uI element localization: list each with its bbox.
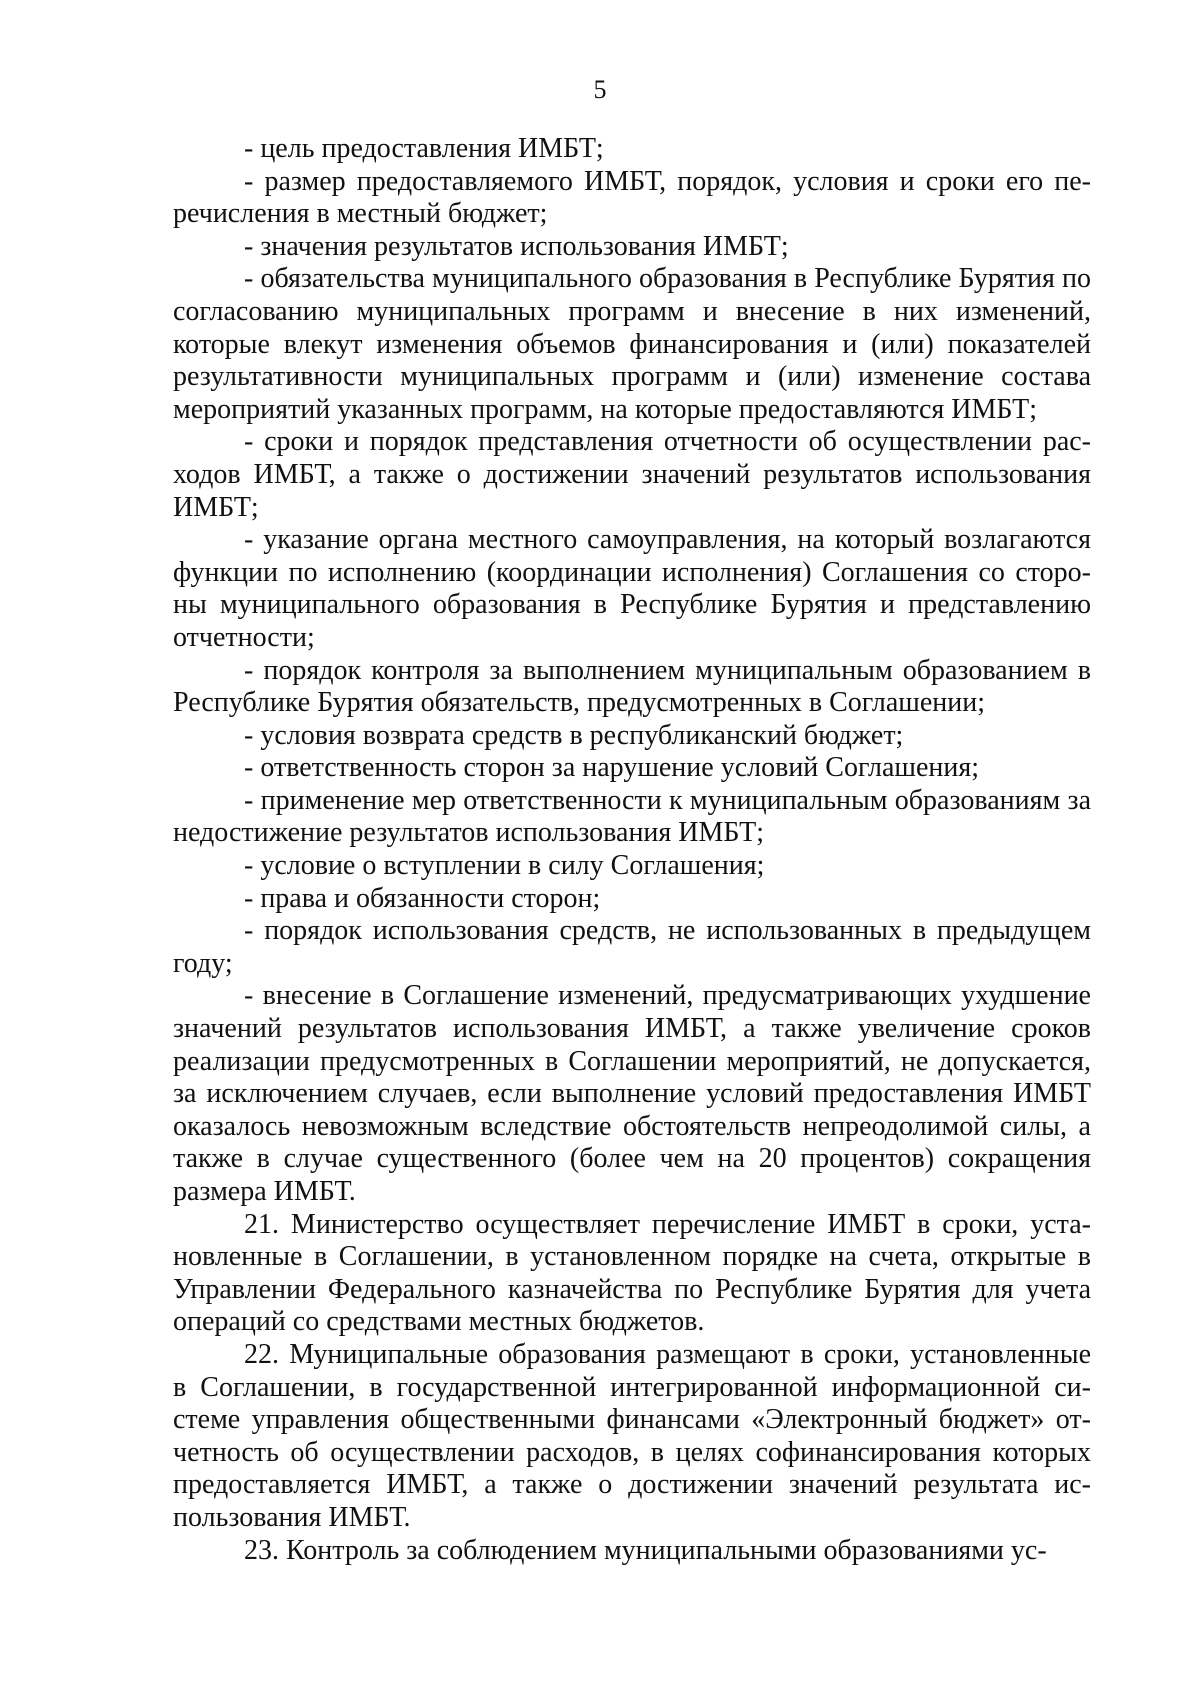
paragraph: - указание органа местного самоуправления, на который возлагаются функции по исполнению (координации исполнения) Соглашения со стороны муниципального образования в Республике Бурятия и представлению отчетности;: [173, 524, 1091, 653]
paragraph: - значения результатов использования ИМБТ;: [244, 230, 789, 262]
paragraph: - порядок контроля за выполнением муниципальным образованием в Республике Бурятия обязательств, предусмотренных в Соглашении;: [173, 654, 1091, 719]
paragraph: - цель предоставления ИМБТ;: [244, 133, 604, 164]
paragraph: - права и обязанности сторон;: [244, 882, 601, 914]
paragraph: - размер предоставляемого ИМБТ, порядок, условия и сроки его перечисления в местный бюджет;: [173, 165, 1091, 230]
paragraph: - обязательства муниципального образования в Республике Бурятия по согласованию муниципальных программ и внесение в них изменений, которые влекут изменения объемов финансирования и (или) показателей результативности муниципальных программ и (или) изменение состава мероприятий указанных программ, на которые предоставляются ИМБТ;: [173, 263, 1091, 425]
paragraph: - ответственность сторон за нарушение условий Соглашения;: [244, 752, 980, 784]
document-body: [173, 133, 1091, 1567]
paragraph: - применение мер ответственности к муниципальным образованиям за недостижение результатов использования ИМБТ;: [173, 784, 1091, 849]
page-number: 5: [593, 75, 607, 104]
paragraph: - внесение в Соглашение изменений, предусматривающих ухудшение значений результатов использования ИМБТ, а также увеличение сроков реализации предусмотренных в Соглашении мероприятий, не допускается, за исключением случаев, если выполнение условий предоставления ИМБТ оказалось невозможным вследствие обстоятельств непреодолимой силы, а также в случае существенного (более чем на 20 процентов) сокращения размера ИМБТ.: [173, 980, 1091, 1207]
paragraph-item-21: 21. Министерство осуществляет перечисление ИМБТ в сроки, установленные в Соглашении, в установленном порядке на счета, открытые в Управлении Федерального казначейства по Республике Бурятия для учета операций со средствами местных бюджетов.: [173, 1208, 1091, 1338]
paragraph-item-22: 22. Муниципальные образования размещают в сроки, установленные в Соглашении, в государственной интегрированной информационной системе управления общественными финансами «Электронный бюджет» отчетность об осуществлении расходов, в целях софинансирования которых предоставляется ИМБТ, а также о достижении значений результата использования ИМБТ.: [173, 1338, 1091, 1533]
paragraph: - порядок использования средств, не использованных в предыдущем году;: [173, 915, 1091, 979]
paragraph: - условие о вступлении в силу Соглашения;: [244, 850, 765, 882]
paragraph-item-23: 23. Контроль за соблюдением муниципальными образованиями ус-: [244, 1534, 1047, 1566]
paragraph: - условия возврата средств в республиканский бюджет;: [244, 719, 904, 751]
paragraph: - сроки и порядок представления отчетности об осуществлении расходов ИМБТ, а также о достижении значений результатов использования ИМБТ;: [173, 426, 1091, 523]
